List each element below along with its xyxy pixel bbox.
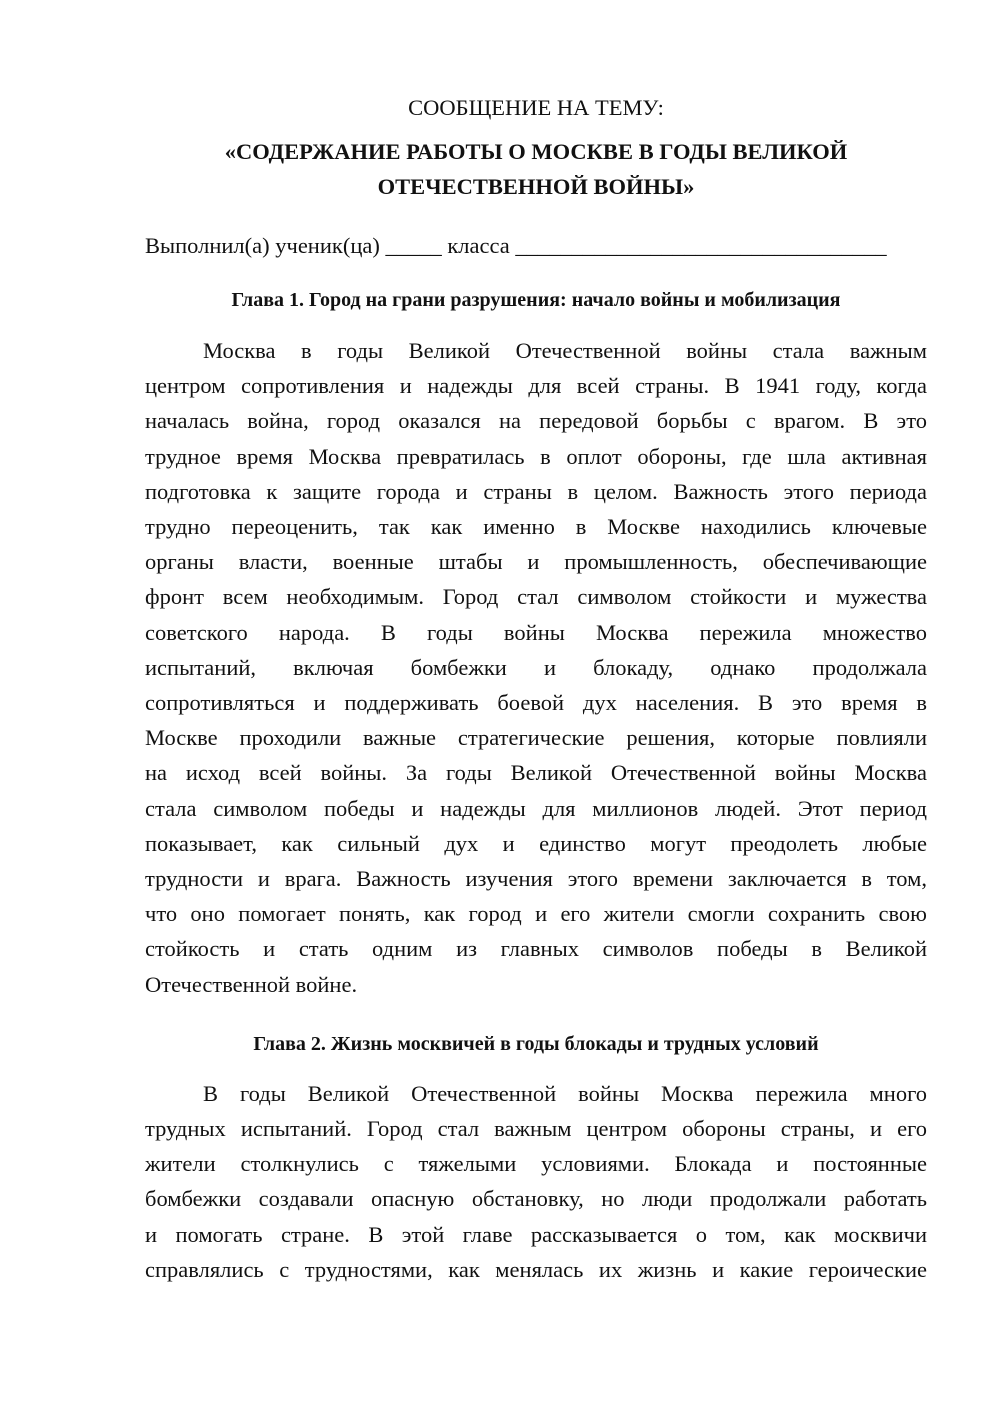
document-title-line: «СОДЕРЖАНИЕ РАБОТЫ О МОСКВЕ В ГОДЫ ВЕЛИКОЙ — [224, 139, 848, 164]
paragraph-line: началась война, город оказался на передовой борьбы с врагом. В это — [145, 408, 927, 434]
paragraph-line: трудно переоценить, так как именно в Москве находились ключевые — [145, 514, 927, 540]
paragraph-line: центром сопротивления и надежды для всей страны. В 1941 году, когда — [145, 373, 927, 399]
paragraph-line: В годы Великой Отечественной войны Москва пережила много — [203, 1080, 927, 1106]
paragraph-line: органы власти, военные штабы и промышленность, обеспечивающие — [145, 549, 927, 575]
paragraph-line: трудных испытаний. Город стал важным центром обороны страны, и его — [145, 1116, 927, 1142]
paragraph-line: жители столкнулись с тяжелыми условиями. Блокада и постоянные — [145, 1151, 927, 1177]
document-title-line: ОТЕЧЕСТВЕННОЙ ВОЙНЫ» — [377, 174, 695, 199]
paragraph-line: испытаний, включая бомбежки и блокаду, однако продолжала — [145, 654, 927, 680]
paragraph-line: советского народа. В годы войны Москва пережила множество — [145, 619, 927, 645]
paragraph-line: на исход всей войны. За годы Великой Отечественной войны Москва — [145, 760, 927, 786]
paragraph-line: справлялись с трудностями, как менялась их жизнь и какие героические — [145, 1256, 927, 1282]
paragraph-line: трудности и врага. Важность изучения этого времени заключается в том, — [145, 866, 927, 892]
paragraph-line: подготовка к защите города и страны в целом. Важность этого периода — [145, 478, 927, 504]
chapter-1-paragraph — [145, 333, 927, 1002]
paragraph-line: фронт всем необходимым. Город стал символом стойкости и мужества — [145, 584, 927, 610]
paragraph-line: стойкость и стать одним из главных символов победы в Великой — [145, 936, 927, 962]
author-line: Выполнил(а) ученик(ца) _____ класса _________________________________ — [145, 233, 887, 258]
chapter-2-paragraph — [145, 1076, 927, 1287]
paragraph-line: сопротивляться и поддерживать боевой дух населения. В это время в — [145, 690, 927, 716]
paragraph-line: трудное время Москва превратилась в оплот обороны, где шла активная — [145, 443, 927, 469]
paragraph-line: бомбежки создавали опасную обстановку, но люди продолжали работать — [145, 1186, 927, 1212]
paragraph-line: что оно помогает понять, как город и его жители смогли сохранить свою — [145, 901, 927, 927]
chapter-2-title: Глава 2. Жизнь москвичей в годы блокады и трудных условий — [253, 1032, 819, 1055]
paragraph-line: показывает, как сильный дух и единство могут преодолеть любые — [145, 830, 927, 856]
chapter-1-title: Глава 1. Город на грани разрушения: начало войны и мобилизация — [231, 289, 841, 311]
document-content — [145, 90, 927, 1287]
paragraph-line: Москве проходили важные стратегические решения, которые повлияли — [145, 725, 927, 751]
paragraph-line: Отечественной войне. — [145, 971, 358, 997]
paragraph-line: Москва в годы Великой Отечественной войны стала важным — [203, 338, 927, 363]
paragraph-line: и помогать стране. В этой главе рассказывается о том, как москвичи — [145, 1221, 927, 1247]
document-title — [145, 134, 927, 204]
paragraph-line: стала символом победы и надежды для миллионов людей. Этот период — [145, 795, 927, 821]
document-heading: СООБЩЕНИЕ НА ТЕМУ: — [408, 95, 664, 120]
